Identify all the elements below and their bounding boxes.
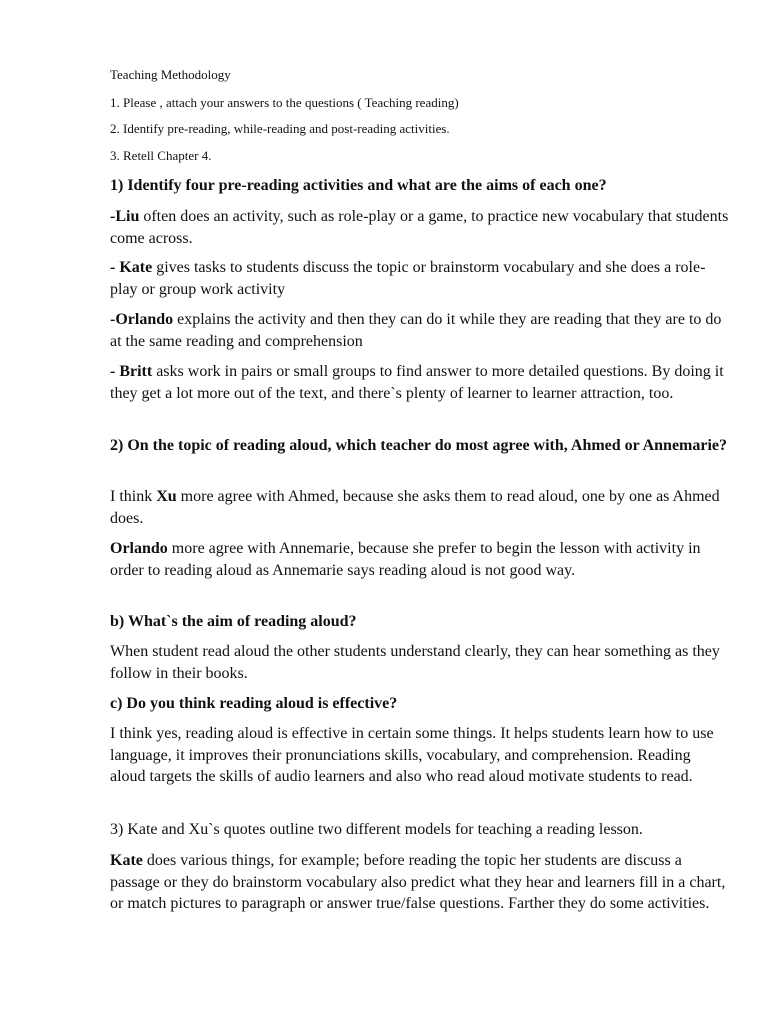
- question-2: 2) On the topic of reading aloud, which teacher do most agree with, Ahmed or Annemarie?: [110, 437, 728, 454]
- instruction-1: 1. Please , attach your answers to the questions ( Teaching reading): [110, 95, 459, 110]
- answer-kate-text: gives tasks to students discuss the topic or brainstorm vocabulary and she does a role-play or group work activity: [110, 259, 706, 298]
- answer-britt: [110, 361, 730, 404]
- answer-orlando-2-text: more agree with Annemarie, because she prefer to begin the lesson with activity in order to reading aloud as Annemarie says reading aloud is not good way.: [110, 540, 701, 579]
- answer-orlando: [110, 309, 730, 352]
- answer-xu: [110, 486, 730, 529]
- teacher-name-kate-3: Kate: [110, 852, 143, 869]
- answer-britt-text: asks work in pairs or small groups to find answer to more detailed questions. By doing it they get a lot more out of the text, and there`s plenty of learner to learner attraction, too.: [110, 363, 724, 402]
- answer-orlando-text: explains the activity and then they can do it while they are reading that they are to do at the same reading and comprehension: [110, 311, 722, 350]
- question-2c: c) Do you think reading aloud is effective?: [110, 695, 398, 712]
- answer-orlando-2: [110, 538, 730, 581]
- answer-2c: I think yes, reading aloud is effective in certain some things. It helps students learn how to use language, it improves their pronunciations skills, vocabulary, and comprehension. Reading aloud targets the skills of audio learners and also who read aloud motivate students to read.: [110, 725, 714, 785]
- answer-kate: [110, 257, 730, 300]
- teacher-name-liu: -Liu: [110, 208, 140, 225]
- answer-2b: When student read aloud the other students understand clearly, they can hear something as they follow in their books.: [110, 643, 720, 682]
- answer-liu-text: often does an activity, such as role-play or a game, to practice new vocabulary that students come across.: [110, 208, 729, 247]
- answer-kate-3-text: does various things, for example; before reading the topic her students are discuss a passage or they do brainstorm vocabulary also predict what they hear and learners fill in a chart, or match pictures to paragraph or answer true/false questions. Farther they do some activities.: [110, 852, 726, 912]
- teacher-name-britt: - Britt: [110, 363, 153, 380]
- teacher-name-orlando: -Orlando: [110, 311, 174, 328]
- answer-xu-pre: I think: [110, 488, 157, 505]
- teacher-name-kate: - Kate: [110, 259, 153, 276]
- instruction-2: 2. Identify pre-reading, while-reading and post-reading activities.: [110, 121, 450, 136]
- answer-liu: [110, 206, 730, 249]
- answer-xu-text: more agree with Ahmed, because she asks them to read aloud, one by one as Ahmed does.: [110, 488, 720, 527]
- doc-title: Teaching Methodology: [110, 67, 231, 82]
- question-1: 1) Identify four pre-reading activities and what are the aims of each one?: [110, 177, 607, 194]
- question-3: 3) Kate and Xu`s quotes outline two different models for teaching a reading lesson.: [110, 821, 643, 838]
- teacher-name-xu: Xu: [156, 488, 177, 505]
- instruction-3: 3. Retell Chapter 4.: [110, 148, 212, 163]
- answer-kate-3: [110, 850, 730, 915]
- question-2b: b) What`s the aim of reading aloud?: [110, 613, 357, 630]
- teacher-name-orlando-2: Orlando: [110, 540, 168, 557]
